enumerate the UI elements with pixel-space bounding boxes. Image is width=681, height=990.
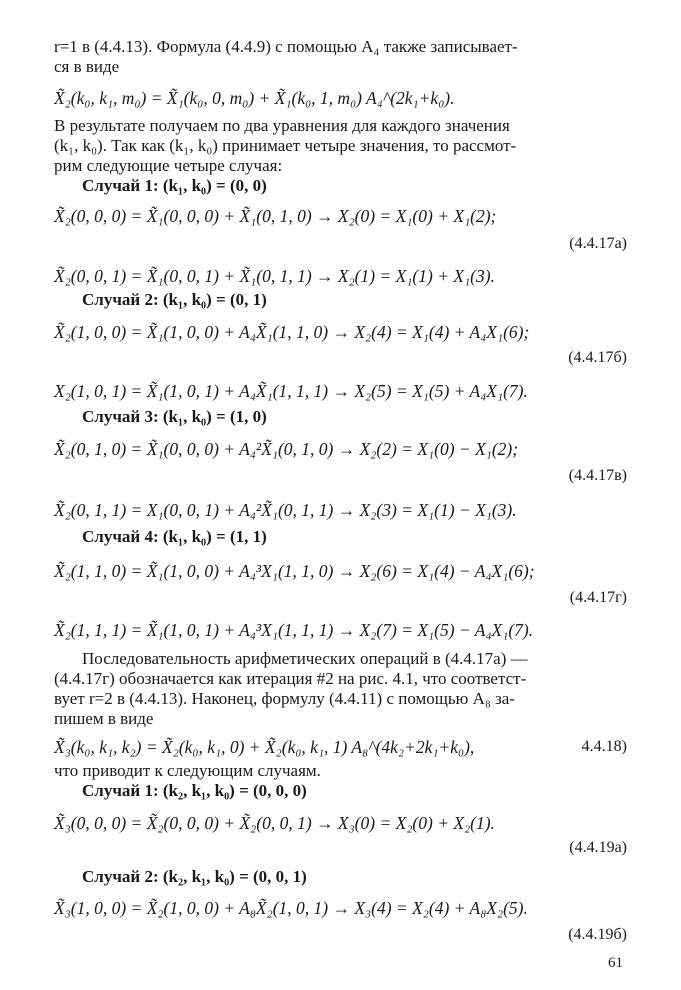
equation: X̃₃(1, 0, 0) = X̃₂(1, 0, 0) + A₈X̃₂(1, 0, 1) → X₃(4) = X₂(4) + A₈X₂(5).	[54, 898, 528, 918]
text-line: В результате получаем по два уравнения для каждого значения	[54, 116, 510, 135]
case-heading: Случай 2: (k₁, k₀) = (0, 1)	[82, 290, 267, 309]
case-heading: Случай 4: (k₁, k₀) = (1, 1)	[82, 527, 267, 546]
equation: X̃₃(0, 0, 0) = X̃₂(0, 0, 0) + X̃₂(0, 0, 1) → X₃(0) = X₂(0) + X₂(1).	[54, 813, 495, 833]
text-line: r=1 в (4.4.13). Формула (4.4.9) с помощью A₄ также записывает-	[54, 37, 518, 56]
text-line: ся в виде	[54, 57, 120, 76]
equation: X̃₃(k₀, k₁, k₂) = X̃₂(k₀, k₁, 0) + X̃₂(k₀, k₁, 1) A₈^(4k₂+2k₁+k₀),	[54, 737, 475, 757]
equation-number: 4.4.18)	[581, 738, 627, 755]
formula-line: X̃₂(k₀, k₁, m₀) = X̃₁(k₀, 0, m₀) + X̃₁(k₀, 1, m₀) A₄^(2k₁+k₀).	[54, 88, 455, 108]
text-line: вует r=2 в (4.4.13). Наконец, формулу (4.4.11) с помощью A₈ за-	[54, 689, 515, 708]
equation: X̃₂(0, 1, 0) = X̃₁(0, 0, 0) + A₄²X̃₁(0, 1, 0) → X₂(2) = X₁(0) − X₁(2);	[54, 439, 519, 459]
equation-number: (4.4.17а)	[569, 235, 627, 252]
equation: X₂(1, 0, 1) = X̃₁(1, 0, 1) + A₄X̃₁(1, 1, 1) → X₂(5) = X₁(5) + A₄X₁(7).	[54, 381, 528, 401]
case-heading: Случай 1: (k₁, k₀) = (0, 0)	[82, 176, 267, 195]
case-heading: Случай 3: (k₁, k₀) = (1, 0)	[82, 407, 267, 426]
text-line: рим следующие четыре случая:	[54, 156, 283, 175]
text-line: (4.4.17г) обозначается как итерация #2 на рис. 4.1, что соответст-	[54, 669, 527, 688]
equation-number: (4.4.19б)	[568, 926, 627, 943]
case-heading: Случай 1: (k₂, k₁, k₀) = (0, 0, 0)	[82, 781, 307, 800]
text-line: (k₁, k₀). Так как (k₁, k₀) принимает четыре значения, то рассмот-	[54, 136, 517, 155]
text-line: Последовательность арифметических операций в (4.4.17а) —	[82, 649, 528, 668]
equation: X̃₂(1, 1, 0) = X̃₁(1, 0, 0) + A₄³X₁(1, 1, 0) → X₂(6) = X₁(4) − A₄X₁(6);	[54, 561, 535, 581]
equation: X̃₂(0, 0, 0) = X̃₁(0, 0, 0) + X̃₁(0, 1, 0) → X₂(0) = X₁(0) + X₁(2);	[54, 206, 497, 226]
equation: X̃₂(1, 0, 0) = X̃₁(1, 0, 0) + A₄X̃₁(1, 1, 0) → X₂(4) = X₁(4) + A₄X₁(6);	[54, 322, 530, 342]
equation-number: (4.4.17б)	[568, 349, 627, 366]
equation: X̃₂(0, 0, 1) = X̃₁(0, 0, 1) + X̃₁(0, 1, 1) → X₂(1) = X₁(1) + X₁(3).	[54, 266, 495, 286]
text-line: что приводит к следующим случаям.	[54, 761, 321, 780]
equation-number: (4.4.19а)	[569, 839, 627, 856]
equation: X̃₂(0, 1, 1) = X₁(0, 0, 1) + A₄²X̃₁(0, 1, 1) → X₂(3) = X₁(1) − X₁(3).	[54, 500, 517, 520]
equation: X̃₂(1, 1, 1) = X̃₁(1, 0, 1) + A₄³X₁(1, 1, 1) → X₂(7) = X₁(5) − A₄X₁(7).	[54, 620, 534, 640]
equation-number: (4.4.17в)	[568, 467, 627, 484]
text-line: пишем в виде	[54, 709, 154, 728]
case-heading: Случай 2: (k₂, k₁, k₀) = (0, 0, 1)	[82, 867, 307, 886]
page-number: 61	[608, 955, 623, 971]
equation-number: (4.4.17г)	[569, 589, 627, 606]
